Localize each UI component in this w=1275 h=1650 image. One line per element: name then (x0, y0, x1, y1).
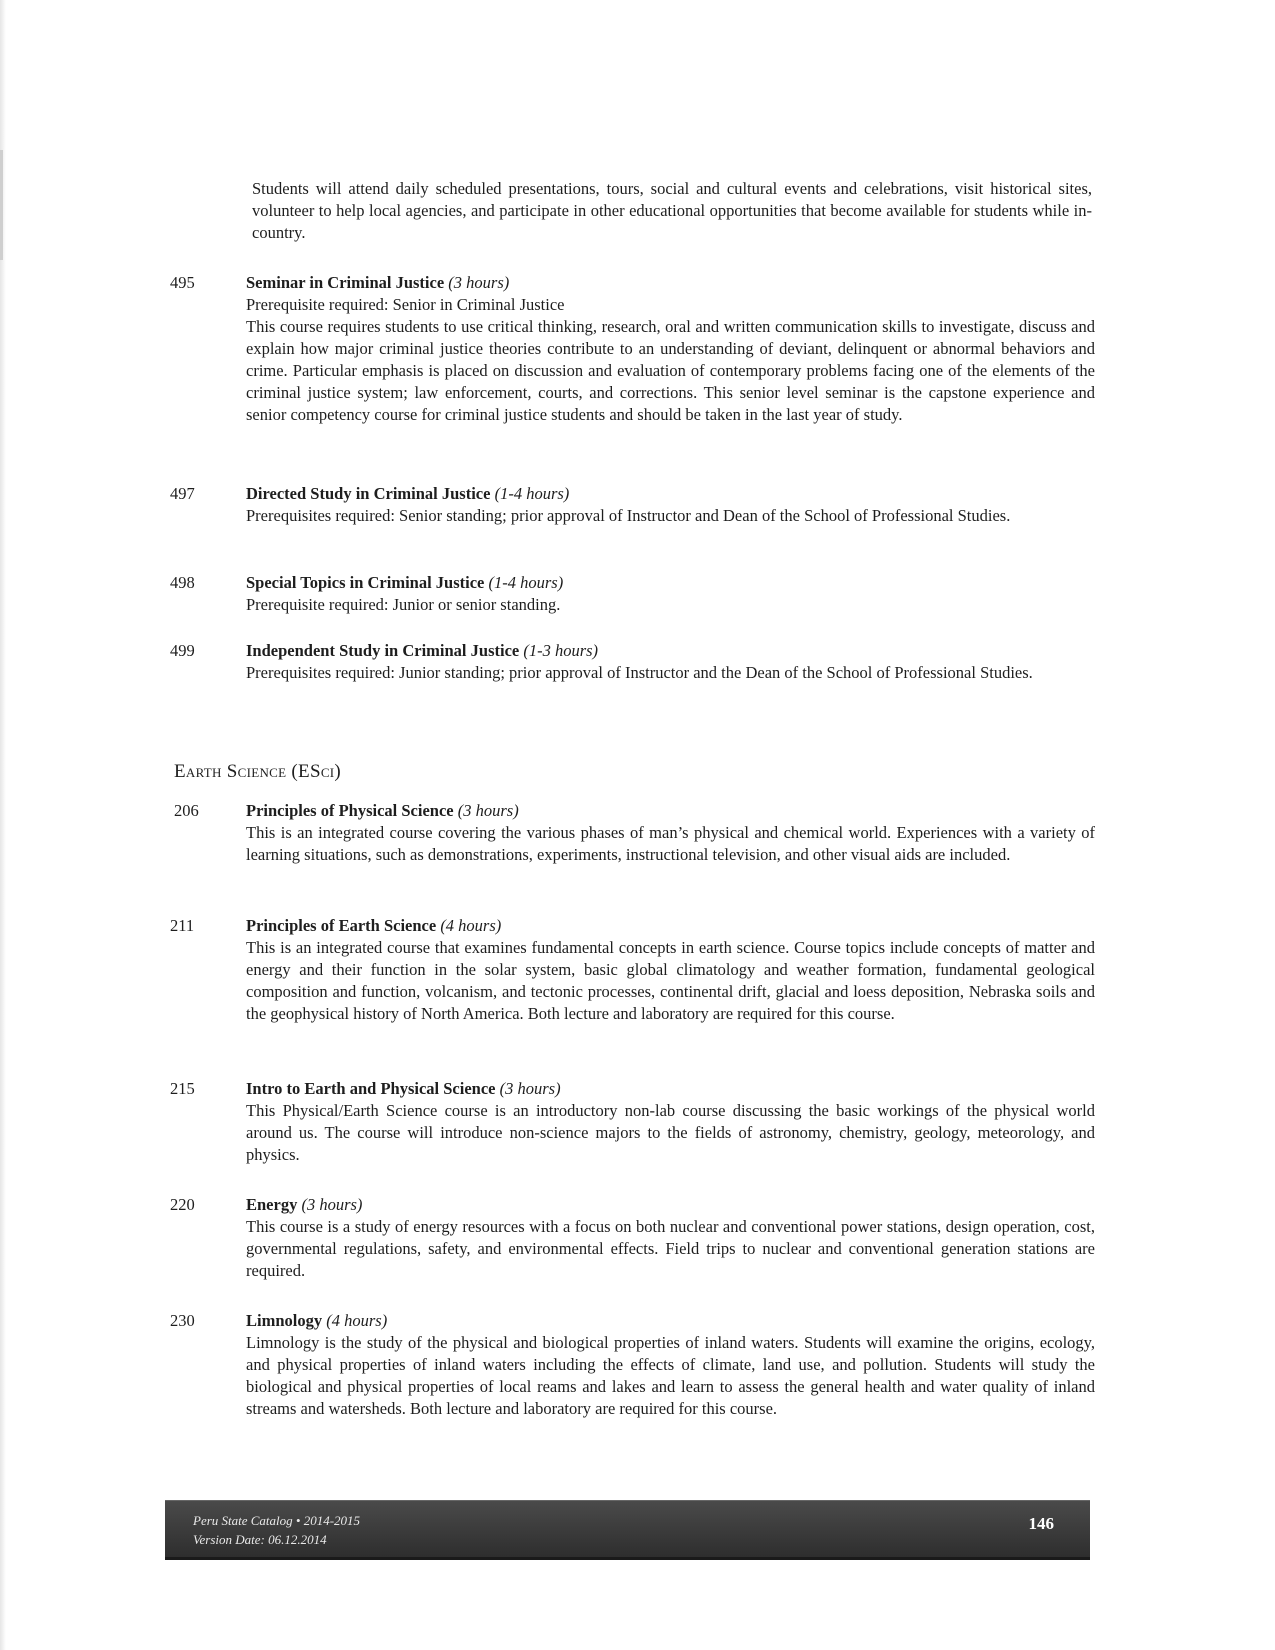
footer-version-date: Version Date: 06.12.2014 (193, 1532, 327, 1547)
scan-edge-mark (0, 150, 3, 260)
course-title: Directed Study in Criminal Justice (246, 484, 491, 503)
section-heading-earth-science: Earth Science (ESci) (174, 761, 342, 782)
course-prerequisite: Prerequisites required: Senior standing; prior approval of Instructor and Dean of the School of Professional Studies. (246, 506, 1011, 525)
course-cj-498 (170, 572, 1095, 616)
course-cj-499 (170, 640, 1095, 684)
course-esci-206 (170, 800, 1095, 866)
course-hours: (4 hours) (440, 916, 502, 935)
course-description: This is an integrated course covering the various phases of man’s physical and chemical world. Experiences with a variety of learning situations, such as demonstrations, experiments, instructional television, and other visual aids are included. (246, 823, 1095, 864)
course-number: 220 (170, 1195, 195, 1214)
course-number: 495 (170, 273, 195, 292)
course-prerequisite: Prerequisites required: Junior standing; prior approval of Instructor and the Dean of the School of Professional Studies. (246, 663, 1033, 682)
course-hours: (1-4 hours) (494, 484, 570, 503)
footer-catalog-title: Peru State Catalog • 2014-2015 (193, 1513, 361, 1528)
course-esci-211 (170, 915, 1095, 1025)
course-title: Limnology (246, 1311, 323, 1330)
course-hours: (4 hours) (326, 1311, 388, 1330)
course-hours: (3 hours) (457, 801, 519, 820)
course-number: 230 (170, 1311, 195, 1330)
course-title: Principles of Physical Science (246, 801, 454, 820)
course-cj-497 (170, 483, 1095, 527)
course-title: Energy (246, 1195, 298, 1214)
course-number: 206 (174, 801, 199, 820)
page-footer (165, 1500, 1090, 1560)
course-number: 211 (170, 916, 195, 935)
course-hours: (3 hours) (448, 273, 510, 292)
course-title: Intro to Earth and Physical Science (246, 1079, 496, 1098)
course-description: This is an integrated course that examines fundamental concepts in earth science. Course topics include concepts of matter and energy and their function in the solar system, basic global climatology and weather formation, fundamental geological composition and function, volcanism, and tectonic processes, continental drift, glacial and loess deposition, Nebraska soils and the geophysical history of North America. Both lecture and laboratory are required for this course. (246, 938, 1095, 1023)
course-cj-495 (170, 272, 1095, 426)
course-esci-220 (170, 1194, 1095, 1282)
course-title: Special Topics in Criminal Justice (246, 573, 485, 592)
course-description: This course requires students to use critical thinking, research, oral and written communication skills to investigate, discuss and explain how major criminal justice theories contribute to an understanding of deviant, delinquent or abnormal behaviors and crime. Particular emphasis is placed on discussion and evaluation of contemporary problems facing one of the elements of the criminal justice system; law enforcement, courts, and corrections. This senior level seminar is the capstone experience and senior competency course for criminal justice students and should be taken in the last year of study. (246, 317, 1095, 424)
course-title: Seminar in Criminal Justice (246, 273, 445, 292)
course-title: Principles of Earth Science (246, 916, 437, 935)
page-number: 146 (1028, 1514, 1054, 1533)
footer-catalog-info (193, 1511, 360, 1549)
course-prerequisite: Prerequisite required: Senior in Criminal Justice (246, 295, 565, 314)
course-prerequisite: Prerequisite required: Junior or senior standing. (246, 595, 561, 614)
course-hours: (3 hours) (499, 1079, 561, 1098)
course-hours: (1-3 hours) (523, 641, 599, 660)
course-esci-215 (170, 1078, 1095, 1166)
course-number: 497 (170, 484, 195, 503)
course-esci-230 (170, 1310, 1095, 1420)
course-description: This course is a study of energy resources with a focus on both nuclear and conventional power stations, design operation, cost, governmental regulations, safety, and environmental effects. Field trips to nuclear and conventional generation stations are required. (246, 1217, 1095, 1280)
course-number: 499 (170, 641, 195, 660)
course-hours: (3 hours) (301, 1195, 363, 1214)
course-description: This Physical/Earth Science course is an introductory non-lab course discussing the basic workings of the physical world around us. The course will introduce non-science majors to the fields of astronomy, chemistry, geology, meteorology, and physics. (246, 1101, 1095, 1164)
course-hours: (1-4 hours) (488, 573, 564, 592)
course-title: Independent Study in Criminal Justice (246, 641, 520, 660)
course-number: 498 (170, 573, 195, 592)
intro-paragraph: Students will attend daily scheduled presentations, tours, social and cultural events and celebrations, visit historical sites, volunteer to help local agencies, and participate in other educational opportunities that become available for students while in-country. (252, 179, 1092, 242)
course-number: 215 (170, 1079, 195, 1098)
course-description: Limnology is the study of the physical and biological properties of inland waters. Students will examine the origins, ecology, and physical properties of inland waters including the effects of climate, land use, and pollution. Students will study the biological and physical properties of local reams and lakes and learn to assess the general health and water quality of inland streams and watersheds. Both lecture and laboratory are required for this course. (246, 1333, 1095, 1418)
